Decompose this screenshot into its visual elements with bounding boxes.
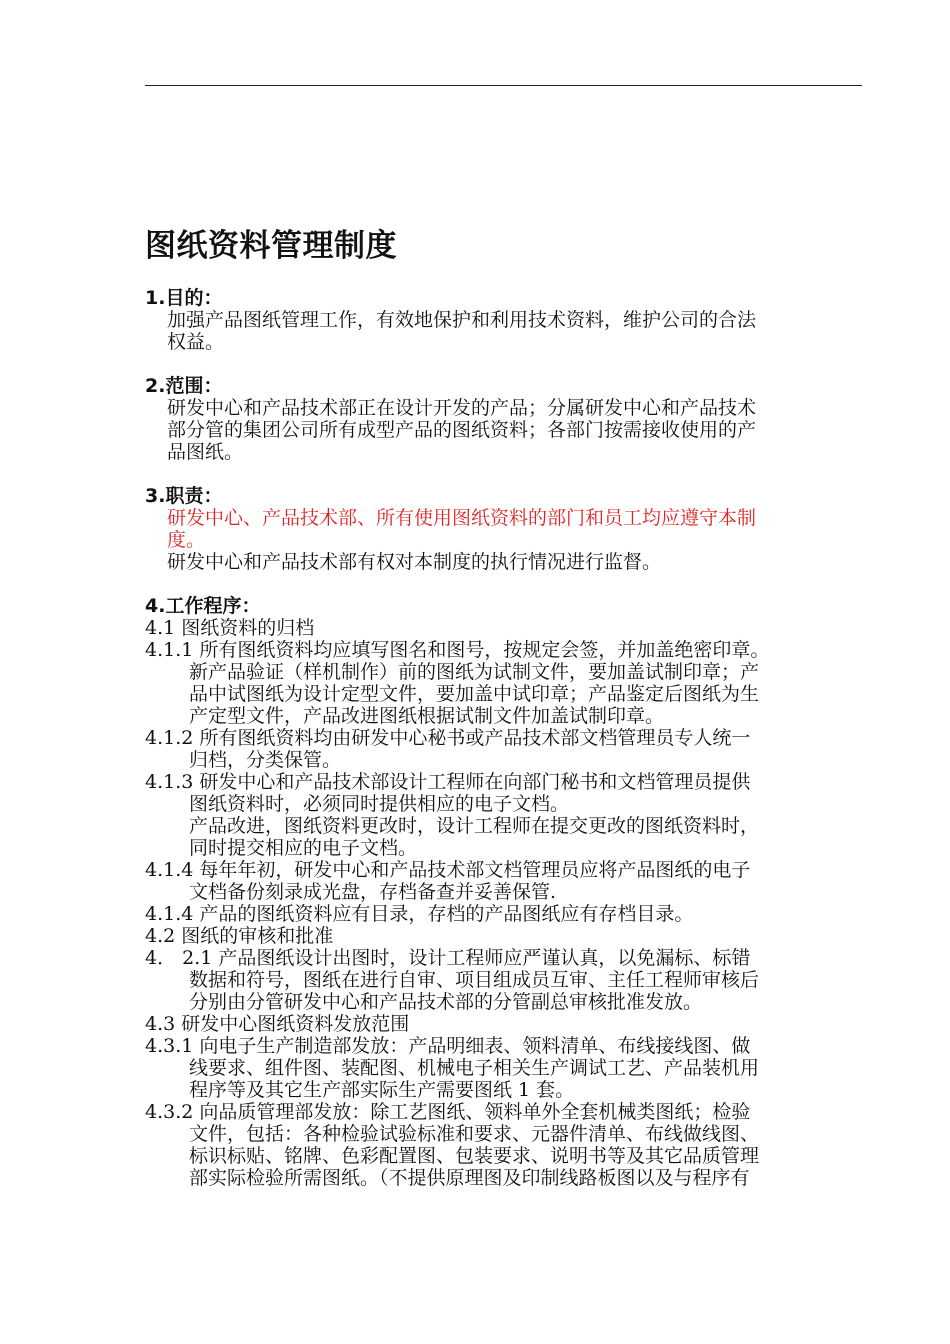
section-procedure (145, 595, 865, 1189)
section-text (145, 397, 865, 463)
document-body (145, 287, 865, 1189)
section-duty (145, 485, 865, 573)
subsection-heading: 4.3 研发中心图纸资料发放范围 (145, 1013, 410, 1035)
text-line: 同时提交相应的电子文档。 (189, 837, 418, 859)
clause-text: 4.1.2 所有图纸资料均由研发中心秘书或产品技术部文档管理员专人统一 (145, 727, 751, 749)
clause-text: 4.3.1 向电子生产制造部发放：产品明细表、领料清单、布线接线图、做 (145, 1035, 751, 1057)
clause-continuation (145, 1123, 865, 1189)
clause-continuation (145, 1057, 865, 1101)
section-heading: 3.职责： (145, 485, 223, 507)
clause-4-1-1 (145, 639, 865, 727)
text-line: 程序等及其它生产部实际生产需要图纸 1 套。 (189, 1079, 575, 1101)
section-heading: 2.范围： (145, 375, 223, 397)
clause-4-3-2 (145, 1101, 865, 1189)
text-line: 分别由分管研发中心和产品技术部的分管副总审核批准发放。 (189, 991, 703, 1013)
section-heading: 4.工作程序： (145, 595, 261, 617)
clause-continuation (145, 749, 865, 771)
text-line: 归档，分类保管。 (189, 749, 342, 771)
clause-text: 4.3.2 向品质管理部发放：除工艺图纸、领料单外全套机械类图纸；检验 (145, 1101, 751, 1123)
subsection-heading: 4.2 图纸的审核和批准 (145, 925, 334, 947)
clause-4-1-3 (145, 771, 865, 859)
clause-text: 4.1.3 研发中心和产品技术部设计工程师在向部门秘书和文档管理员提供 (145, 771, 751, 793)
text-line: 研发中心和产品技术部正在设计开发的产品；分属研发中心和产品技术 (167, 397, 757, 419)
highlighted-text (145, 507, 865, 551)
text-line: 新产品验证（样机制作）前的图纸为试制文件，要加盖试制印章；产 (189, 661, 760, 683)
text-line: 产品改进，图纸资料更改时，设计工程师在提交更改的图纸资料时， (189, 815, 760, 837)
text-line: 品图纸。 (167, 441, 244, 463)
text-line: 研发中心、产品技术部、所有使用图纸资料的部门和员工均应遵守本制 (167, 507, 757, 529)
text-line: 数据和符号，图纸在进行自审、项目组成员互审、主任工程师审核后 (189, 969, 760, 991)
text-line: 研发中心和产品技术部有权对本制度的执行情况进行监督。 (167, 551, 662, 573)
clause-text: 4.1.4 每年年初，研发中心和产品技术部文档管理员应将产品图纸的电子 (145, 859, 751, 881)
text-line: 线要求、组件图、装配图、机械电子相关生产调试工艺、产品装机用 (189, 1057, 760, 1079)
text-line: 产定型文件，产品改进图纸根据试制文件加盖试制印章。 (189, 705, 665, 727)
text-line: 图纸资料时，必须同时提供相应的电子文档。 (189, 793, 570, 815)
section-text (145, 309, 865, 353)
clause-4-1-4-b: 4.1.4 产品的图纸资料应有目录，存档的产品图纸应有存档目录。 (145, 903, 694, 925)
text-line: 部分管的集团公司所有成型产品的图纸资料；各部门按需接收使用的产 (167, 419, 757, 441)
subsection-heading: 4.1 图纸资料的归档 (145, 617, 315, 639)
clause-text: 4． 2.1 产品图纸设计出图时，设计工程师应严谨认真，以免漏标、标错 (145, 947, 751, 969)
clause-4-2-1 (145, 947, 865, 1013)
clause-continuation (145, 661, 865, 727)
clause-4-1-2 (145, 727, 865, 771)
header-rule (145, 85, 862, 86)
text-line: 权益。 (167, 331, 225, 353)
clause-text: 4.1.1 所有图纸资料均应填写图名和图号，按规定会签，并加盖绝密印章。 (145, 639, 770, 661)
clause-continuation (145, 793, 865, 859)
text-line: 品中试图纸为设计定型文件，要加盖中试印章；产品鉴定后图纸为生 (189, 683, 760, 705)
section-scope (145, 375, 865, 463)
text-line: 文件，包括：各种检验试验标准和要求、元器件清单、布线做线图、 (189, 1123, 760, 1145)
text-line: 加强产品图纸管理工作，有效地保护和利用技术资料，维护公司的合法 (167, 309, 757, 331)
section-heading: 1.目的： (145, 287, 223, 309)
section-text (145, 551, 865, 573)
section-purpose (145, 287, 865, 353)
text-line: 标识标贴、铭牌、色彩配置图、包装要求、说明书等及其它品质管理 (189, 1145, 760, 1167)
text-line: 度。 (167, 529, 206, 551)
clause-continuation (145, 969, 865, 1013)
text-line: 文档备份刻录成光盘，存档备查并妥善保管. (189, 881, 557, 903)
text-line: 部实际检验所需图纸。（不提供原理图及印制线路板图以及与程序有 (189, 1167, 750, 1189)
document-title: 图纸资料管理制度 (145, 228, 397, 264)
clause-4-1-4-a (145, 859, 865, 903)
clause-4-3-1 (145, 1035, 865, 1101)
clause-continuation (145, 881, 865, 903)
